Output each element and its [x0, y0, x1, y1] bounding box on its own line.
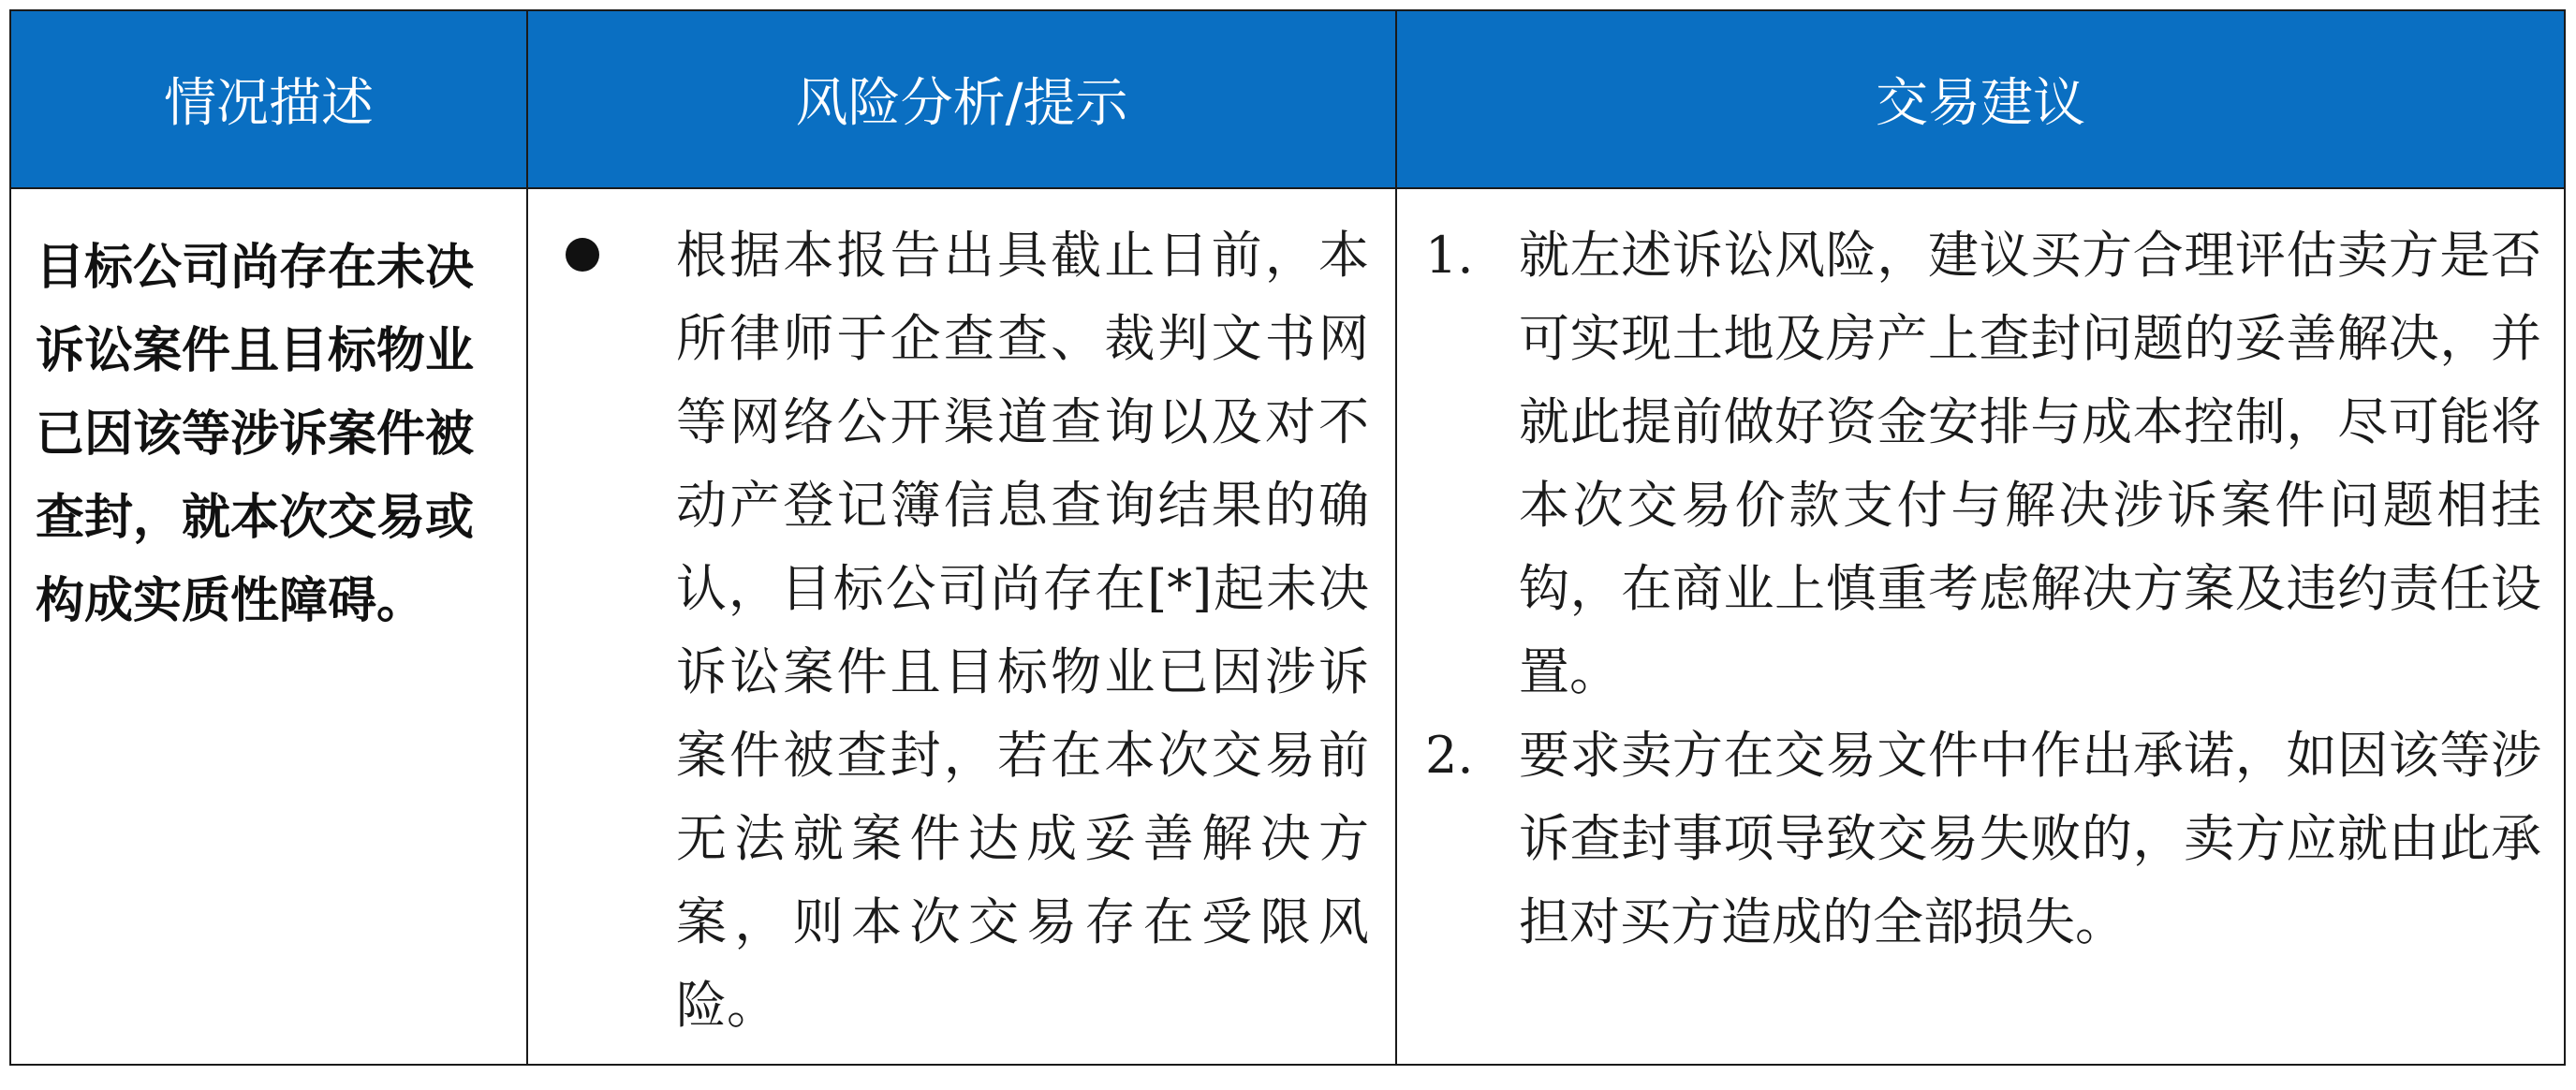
header-risk-analysis: 风险分析/提示: [528, 11, 1397, 189]
situation-text: 目标公司尚存在未决诉讼案件且目标物业已因该等涉诉案件被查封，就本次交易或构成实质性障碍。: [36, 240, 475, 629]
header-situation: 情况描述: [11, 11, 528, 189]
header-advice: 交易建议: [1397, 11, 2564, 189]
advice-item: [1397, 214, 2545, 714]
risk-analysis-text: 根据本报告出具截止日前，本所律师于企查查、裁判文书网等网络公开渠道查询以及对不动产登记簿信息查询结果的确认，目标公司尚存在[*]起未决诉讼案件且目标物业已因涉诉案件被查封，若在本次交易前无法就案件达成妥善解决方案，则本次交易存在受限风险。: [676, 226, 1369, 1035]
advice-number: 2.: [1425, 726, 1474, 785]
situation-cell: [11, 189, 528, 1064]
advice-item: [1397, 714, 2545, 964]
advice-cell: [1397, 189, 2564, 1064]
advice-text: 就左述诉讼风险，建议买方合理评估卖方是否可实现土地及房产上查封问题的妥善解决，并就此提前做好资金安排与成本控制，尽可能将本次交易价款支付与解决涉诉案件问题相挂钩，在商业上慎重考虑解决方案及违约责任设置。: [1519, 226, 2541, 701]
bullet-dot-icon: [528, 214, 676, 1047]
advice-text: 要求卖方在交易文件中作出承诺，如因该等涉诉查封事项导致交易失败的，卖方应就由此承担对买方造成的全部损失。: [1519, 726, 2541, 951]
risk-analysis-cell: [528, 189, 1397, 1064]
risk-table: [9, 9, 2566, 1066]
advice-number: 1.: [1425, 226, 1474, 285]
